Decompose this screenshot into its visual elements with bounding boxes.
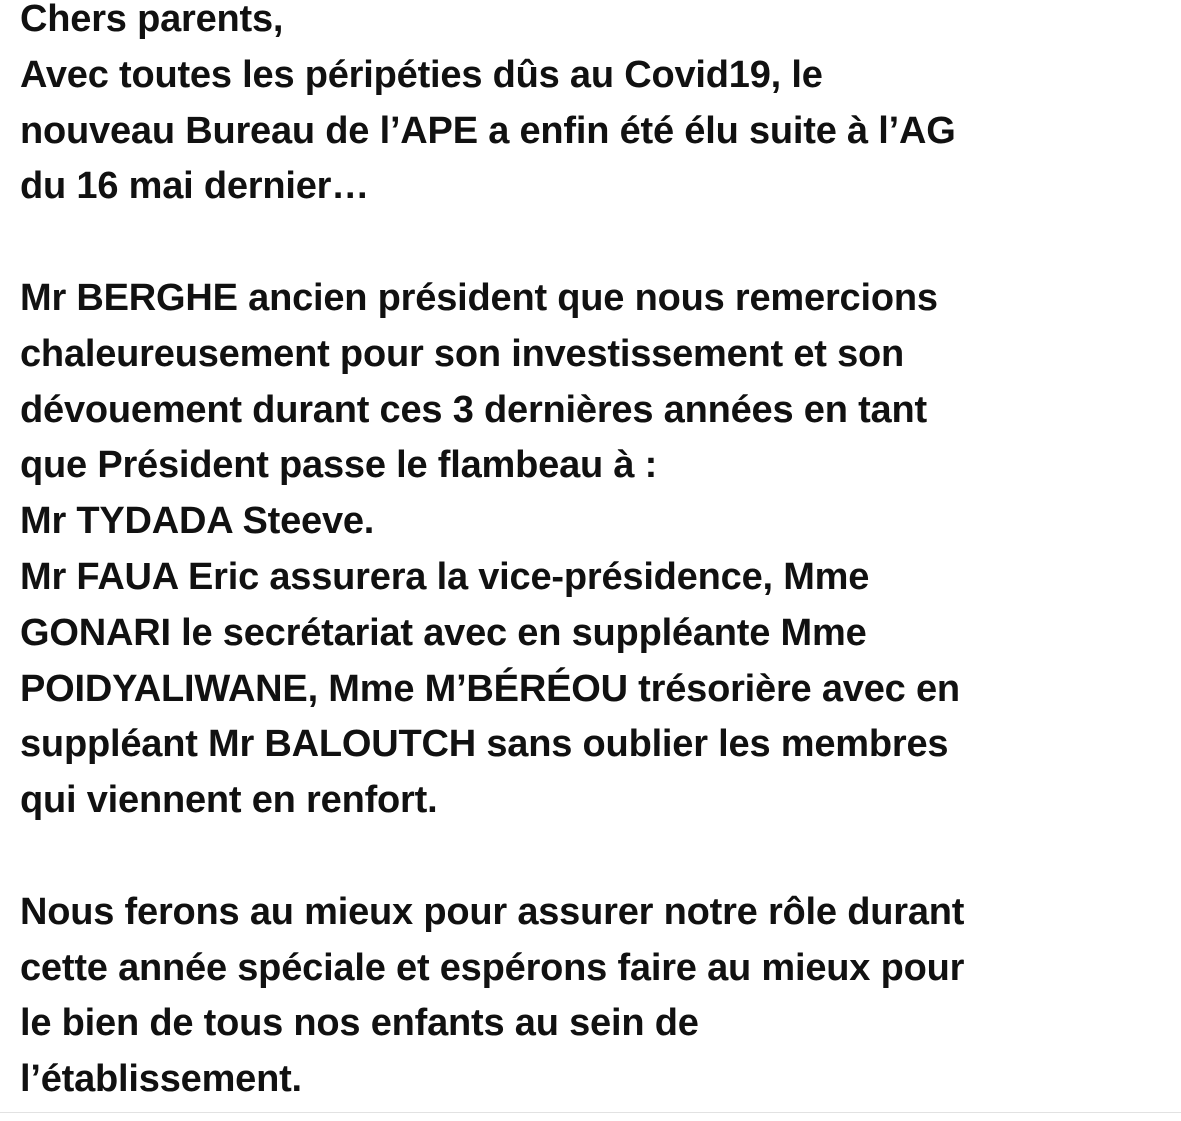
paragraph-spacer <box>20 215 1170 271</box>
text-line: dévouement durant ces 3 dernières années en tant <box>20 388 927 431</box>
text-line: nouveau Bureau de l’APE a enfin été élu suite à l’AG <box>20 109 956 152</box>
text-line: Nous ferons au mieux pour assurer notre rôle durant <box>20 890 965 933</box>
text-line: cette année spéciale et espérons faire au mieux pour <box>20 946 965 989</box>
text-line: suppléant Mr BALOUTCH sans oublier les membres <box>20 723 949 766</box>
text-line: chaleureusement pour son investissement et son <box>20 332 905 375</box>
text-line: Mr BERGHE ancien président que nous remercions <box>20 276 938 319</box>
greeting: Chers parents, <box>20 0 284 40</box>
text-line: du 16 mai dernier… <box>20 165 370 208</box>
text-line: GONARI le secrétariat avec en suppléante Mme <box>20 611 867 654</box>
text-line: POIDYALIWANE, Mme M’BÉRÉOU trésorière avec en <box>20 667 960 710</box>
paragraph-spacer <box>20 829 1170 885</box>
paragraph-covid-election <box>20 48 1170 215</box>
text-line: qui viennent en renfort. <box>20 779 438 822</box>
paragraph-closing <box>20 885 1170 1108</box>
paragraph-new-bureau <box>20 271 1170 829</box>
text-line: le bien de tous nos enfants au sein de <box>20 1002 699 1045</box>
bottom-divider <box>0 1112 1181 1113</box>
text-line: Avec toutes les péripéties dûs au Covid19, le <box>20 53 823 96</box>
text-line: l’établissement. <box>20 1058 302 1101</box>
text-line: Mr TYDADA Steeve. <box>20 500 375 543</box>
post-body <box>20 0 1170 1108</box>
text-line: que Président passe le flambeau à : <box>20 444 658 487</box>
text-line: Mr FAUA Eric assurera la vice-présidence, Mme <box>20 555 870 598</box>
